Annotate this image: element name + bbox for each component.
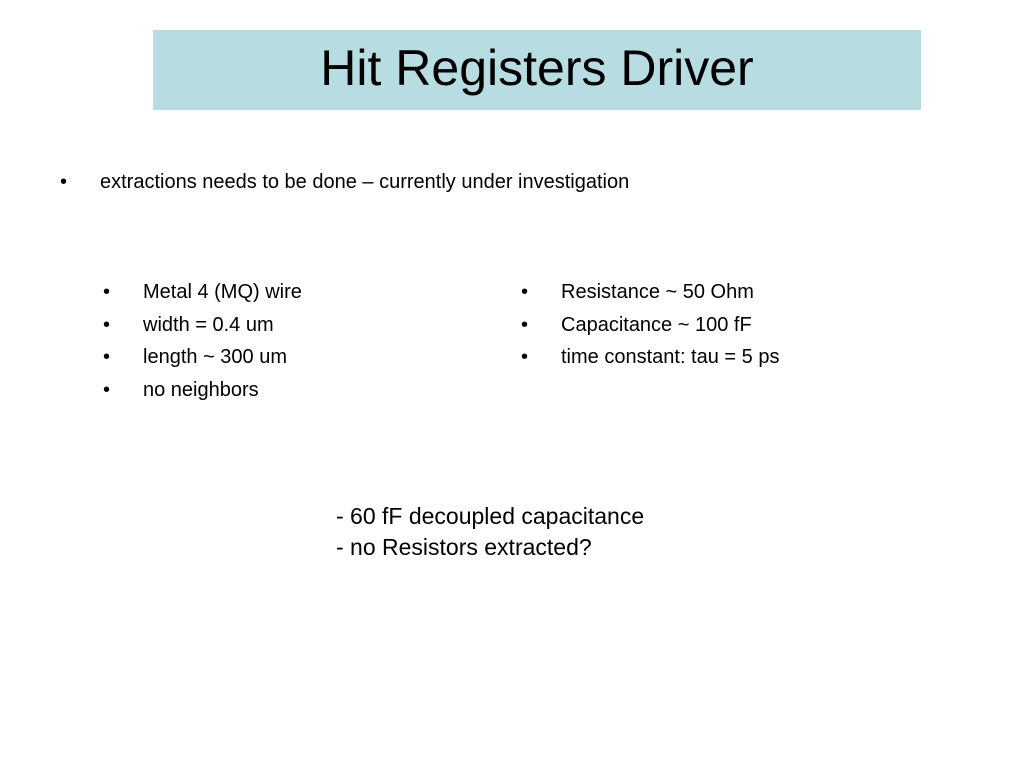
bullet-icon: • [103, 281, 111, 303]
wire-property-item [103, 309, 302, 342]
bullet-icon: • [103, 378, 111, 401]
main-bullet-item [60, 166, 629, 199]
electrical-value-item [521, 341, 779, 374]
wire-property-text: length ~ 300 um [143, 346, 287, 368]
bullet-icon: • [103, 313, 111, 336]
note-line: - 60 fF decoupled capacitance [336, 503, 645, 529]
wire-properties-list [103, 276, 302, 406]
bullet-icon: • [521, 313, 529, 336]
electrical-value-item [521, 276, 779, 309]
electrical-value-text: Capacitance ~ 100 fF [561, 313, 752, 336]
main-bullet-text: extractions needs to be done – currently under investigation [100, 171, 630, 193]
wire-property-item [103, 374, 302, 407]
slide-title-banner [153, 30, 921, 110]
wire-property-item [103, 341, 302, 374]
electrical-value-text: time constant: tau = 5 ps [561, 346, 780, 368]
electrical-values-list [521, 276, 779, 374]
bullet-icon: • [521, 281, 529, 303]
wire-property-item [103, 276, 302, 309]
main-bullet-list [60, 166, 629, 199]
notes-block [336, 501, 644, 563]
electrical-value-item [521, 309, 779, 342]
bullet-icon: • [521, 346, 529, 368]
note-line: - no Resistors extracted? [336, 534, 592, 560]
wire-property-text: width = 0.4 um [143, 313, 274, 336]
slide-title: Hit Registers Driver [320, 40, 754, 96]
bullet-icon: • [60, 171, 68, 193]
wire-property-text: Metal 4 (MQ) wire [143, 281, 302, 303]
electrical-value-text: Resistance ~ 50 Ohm [561, 281, 754, 303]
wire-property-text: no neighbors [143, 378, 259, 401]
bullet-icon: • [103, 346, 111, 368]
